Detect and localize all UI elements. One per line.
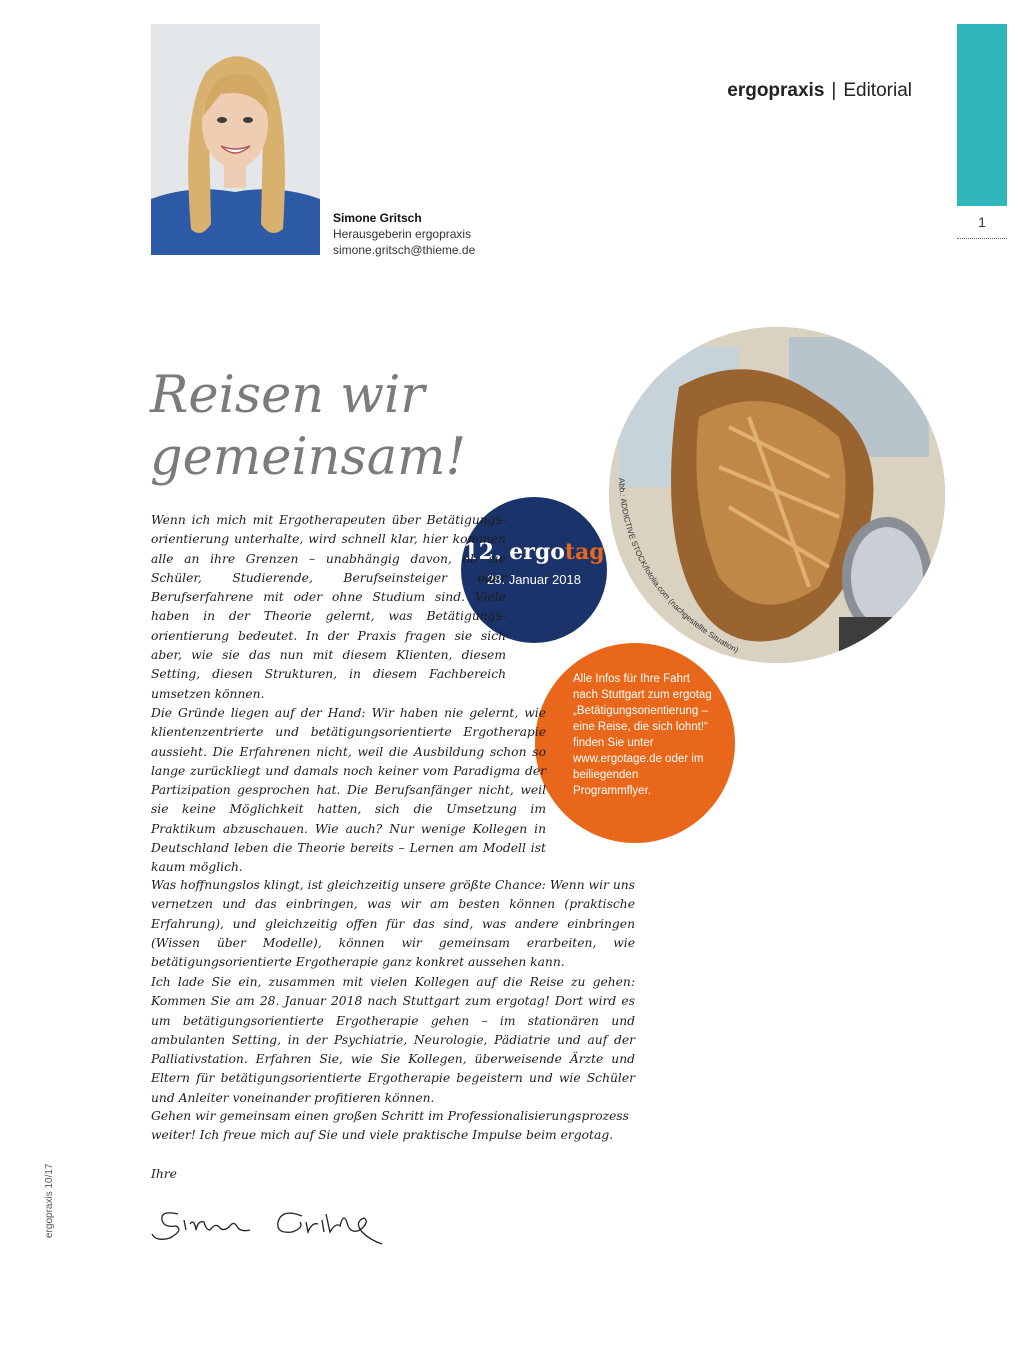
title-line-1: Reisen wir <box>150 366 425 425</box>
event-date: 28. Januar 2018 <box>487 572 581 587</box>
paragraph-3: Was hoffnungslos klingt, ist gleichzeitig unsere größte Chance: Wenn wir uns vernetzen und das einbringen, was wir am besten können (praktische Erfahrung), und gleichzeitig offen für das sind, was andere einbringen (Wissen über Modelle), können wir gemeinsam erarbeiten, wie betätigungsorientierte Ergotherapie ganz konkret aussehen kann. <box>151 878 635 970</box>
event-info-text: Alle Infos für Ihre Fahrt nach Stuttgart zum ergotag „Betätigungsorientierung – eine Reise, die sich lohnt!“ finden Sie unter www.ergotage.de oder im beiliegenden Programmflyer. <box>573 673 712 797</box>
svg-text:Abb.: ADDICTIVE STOCK/fotolia. <box>617 478 740 655</box>
title-line-2: gemeinsam! <box>150 428 466 487</box>
brand-name: ergopraxis <box>727 80 825 101</box>
author-role: Herausgeberin ergopraxis <box>333 227 472 241</box>
image-credit-text: Abb.: ADDICTIVE STOCK/fotolia.com (nachgestellte Situation) <box>616 477 740 655</box>
issue-label: ergopraxis 10/17 <box>44 1163 55 1238</box>
event-info-badge <box>535 643 735 843</box>
author-name: Simone Gritsch <box>333 211 422 225</box>
event-title-accent: tag <box>564 539 605 565</box>
author-info <box>333 210 475 258</box>
handwritten-signature <box>150 1200 390 1250</box>
image-credit <box>601 470 771 670</box>
paragraph-2: Die Gründe liegen auf der Hand: Wir haben nie gelernt, wie klientenzentrierte und betätigungsorientierte Ergotherapie aussieht. Die Erfahrenen nicht, weil die Ausbildung schon so lange zurückliegt und damals noch keiner vom Paradigma der Partizipation gesprochen hat. Die Berufsanfänger nicht, weil sie keine Möglichkeit hatten, sich die Umsetzung im Praktikum abzuschauen. Wie auch? Nur wenige Kollegen in Deutschland leben die Theorie bereits – Lernen am Modell ist kaum möglich. <box>151 706 546 875</box>
page-number-divider <box>957 238 1007 239</box>
header-separator: | <box>831 80 837 101</box>
magazine-header <box>727 80 912 102</box>
paragraph-4: Ich lade Sie ein, zusammen mit vielen Kollegen auf die Reise zu gehen: Kommen Sie am 28. Januar 2018 nach Stuttgart zum ergotag! Dort wird es um betätigungsorientierte Ergotherapie gehen – im stationären und ambulanten Setting, in der Psychiatrie, Neurologie, Pädiatrie und auf der Palliativstation. Erfahren Sie, wie Sie Kollegen, überweisende Ärzte und Eltern für betätigungsorientierte Ergotherapie begeistern und wie Schüler und Anleiter voneinander profitieren können. <box>151 975 635 1105</box>
author-email[interactable]: simone.gritsch@thieme.de <box>333 243 476 257</box>
event-title-prefix: 12. ergo <box>463 539 565 565</box>
section-name: Editorial <box>843 80 912 101</box>
paragraph-1: Wenn ich mich mit Ergotherapeuten über Betätigungsorientierung unterhalte, wird schnell klar, hier kommen alle an ihre Grenzen – unabhängig davon, ob sie Schüler, Studierende, Berufseinsteiger oder Berufserfahrene mit oder ohne Studium sind. Viele haben in der Theorie gelernt, was Betätigungsorientierung bedeutet. In der Praxis fragen sie sich aber, wie sie das nun mit diesem Klienten, diesem Setting, diesen Strukturen, in diesem Fachbereich umsetzen können. <box>151 513 506 701</box>
paragraph-5: Gehen wir gemeinsam einen großen Schritt im Professionalisierungsprozess weiter! Ich freue mich auf Sie und viele praktische Impulse beim ergotag. <box>151 1109 629 1143</box>
section-color-bar <box>957 24 1007 206</box>
author-photo <box>151 24 320 255</box>
closing-salutation: Ihre <box>151 1167 177 1181</box>
article-title <box>150 365 466 489</box>
page-number: 1 <box>978 214 986 230</box>
